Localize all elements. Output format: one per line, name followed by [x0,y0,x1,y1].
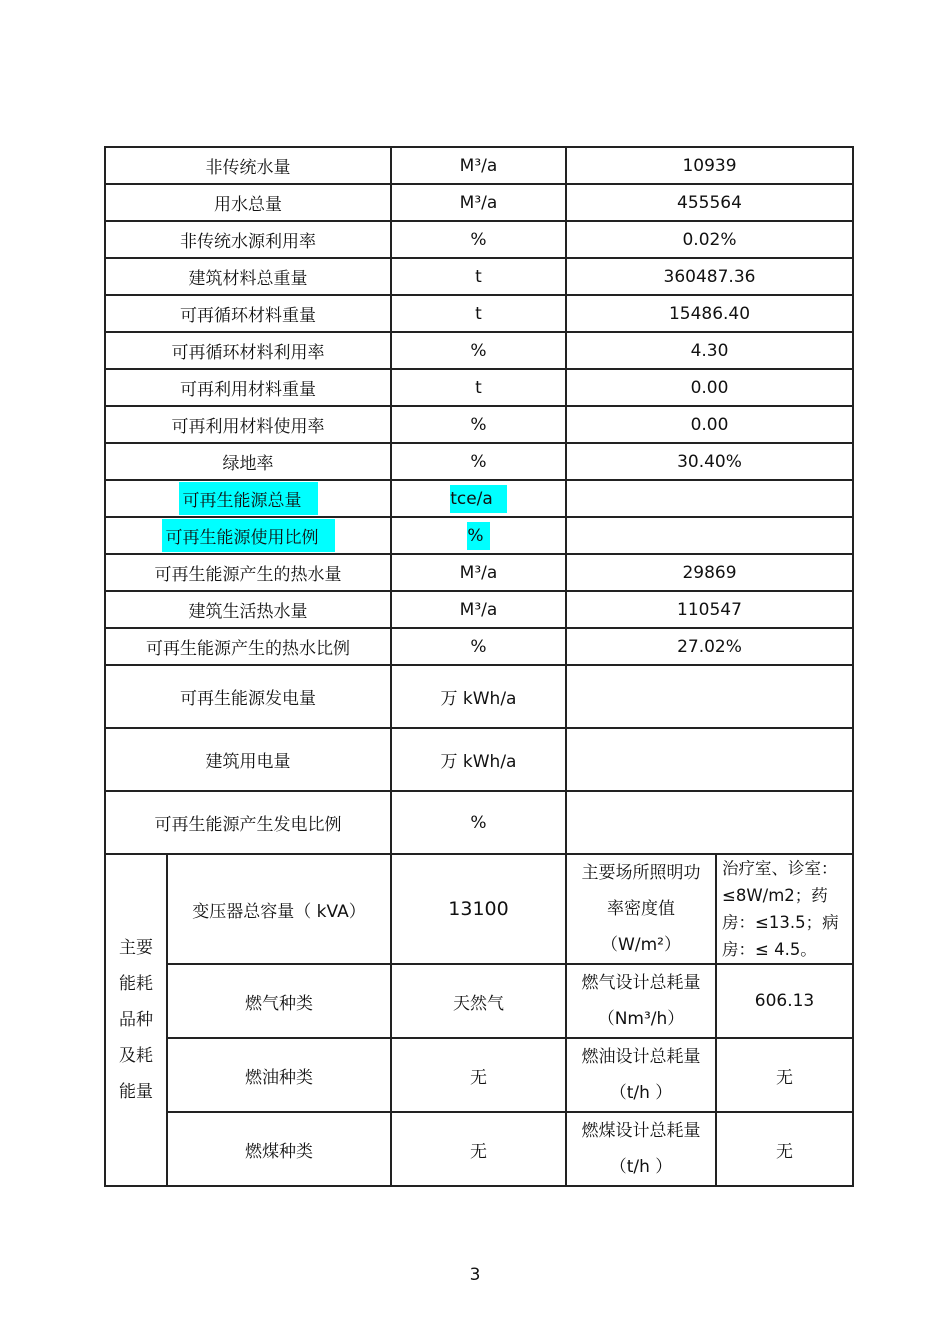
row-unit: % [391,332,566,369]
row-value: 360487.36 [566,258,853,295]
lighting-value: 治疗室、诊室：≤8W/m2；药房：≤13.5；病房：≤ 4.5。 [716,854,853,964]
row-value: 0.00 [566,406,853,443]
row-unit: M³/a [391,554,566,591]
row-unit: % [391,791,566,854]
row-label: 建筑材料总重量 [105,258,391,295]
row-unit: M³/a [391,147,566,184]
table-row [105,480,853,517]
row-label: 可再循环材料重量 [105,295,391,332]
transformer-value: 13100 [391,854,566,964]
row-value: 4.30 [566,332,853,369]
table-row [105,369,853,406]
row-value: 455564 [566,184,853,221]
row-label: 可再生能源总量 [179,482,318,515]
gas-total-value: 606.13 [716,964,853,1038]
row-label: 非传统水源利用率 [105,221,391,258]
row-value [566,791,853,854]
table-row [105,554,853,591]
row-value: 27.02% [566,628,853,665]
transformer-label: 变压器总容量（ kVA） [167,854,391,964]
row-value [566,480,853,517]
row-value [566,728,853,791]
table-row [105,221,853,258]
table-row [105,628,853,665]
table-row [105,295,853,332]
oil-type-value: 无 [391,1038,566,1112]
row-unit: % [391,221,566,258]
table-row [105,184,853,221]
table-row [105,517,853,554]
row-label: 用水总量 [105,184,391,221]
coal-type-value: 无 [391,1112,566,1186]
row-label: 建筑生活热水量 [105,591,391,628]
table-row [105,1038,853,1112]
table-row [105,791,853,854]
table-row [105,147,853,184]
row-label: 可再生能源产生的热水量 [105,554,391,591]
row-value [566,665,853,728]
row-value: 30.40% [566,443,853,480]
row-unit-cell [391,517,566,554]
row-value: 0.02% [566,221,853,258]
table-row [105,665,853,728]
row-value [566,517,853,554]
row-label: 可再利用材料使用率 [105,406,391,443]
table-row [105,591,853,628]
row-unit: M³/a [391,591,566,628]
row-unit: t [391,258,566,295]
row-label: 绿地率 [105,443,391,480]
energy-group-label: 主要能耗品种及耗能量 [105,854,167,1186]
row-unit: t [391,295,566,332]
table-row [105,1112,853,1186]
row-unit: % [391,628,566,665]
row-label: 可再生能源产生的热水比例 [105,628,391,665]
row-unit: % [467,522,489,550]
table-row [105,332,853,369]
table-row [105,728,853,791]
gas-type-value: 天然气 [391,964,566,1038]
table-row [105,258,853,295]
coal-type-label: 燃煤种类 [167,1112,391,1186]
row-value: 110547 [566,591,853,628]
row-value: 10939 [566,147,853,184]
oil-total-value: 无 [716,1038,853,1112]
gas-type-label: 燃气种类 [167,964,391,1038]
row-value: 15486.40 [566,295,853,332]
row-unit: t [391,369,566,406]
indicator-table [104,146,854,1187]
row-label: 可再生能源使用比例 [162,519,335,552]
oil-type-label: 燃油种类 [167,1038,391,1112]
row-unit: tce/a [450,485,507,513]
table-row [105,443,853,480]
gas-total-label: 燃气设计总耗量（Nm³/h） [566,964,716,1038]
row-label: 非传统水量 [105,147,391,184]
row-label-cell [105,517,391,554]
lighting-label: 主要场所照明功率密度值（W/m²） [566,854,716,964]
row-unit: M³/a [391,184,566,221]
row-unit: 万 kWh/a [391,728,566,791]
oil-total-label: 燃油设计总耗量（t/h ） [566,1038,716,1112]
row-unit-cell [391,480,566,517]
row-label: 可再生能源产生发电比例 [105,791,391,854]
row-value: 0.00 [566,369,853,406]
row-label: 可再生能源发电量 [105,665,391,728]
coal-total-value: 无 [716,1112,853,1186]
table-row [105,854,853,964]
row-unit: 万 kWh/a [391,665,566,728]
row-label-cell [105,480,391,517]
table-row [105,964,853,1038]
row-unit: % [391,406,566,443]
page-number: 3 [469,1265,481,1285]
row-label: 建筑用电量 [105,728,391,791]
row-value: 29869 [566,554,853,591]
table-row [105,406,853,443]
row-label: 可再利用材料重量 [105,369,391,406]
coal-total-label: 燃煤设计总耗量（t/h ） [566,1112,716,1186]
row-label: 可再循环材料利用率 [105,332,391,369]
row-unit: % [391,443,566,480]
